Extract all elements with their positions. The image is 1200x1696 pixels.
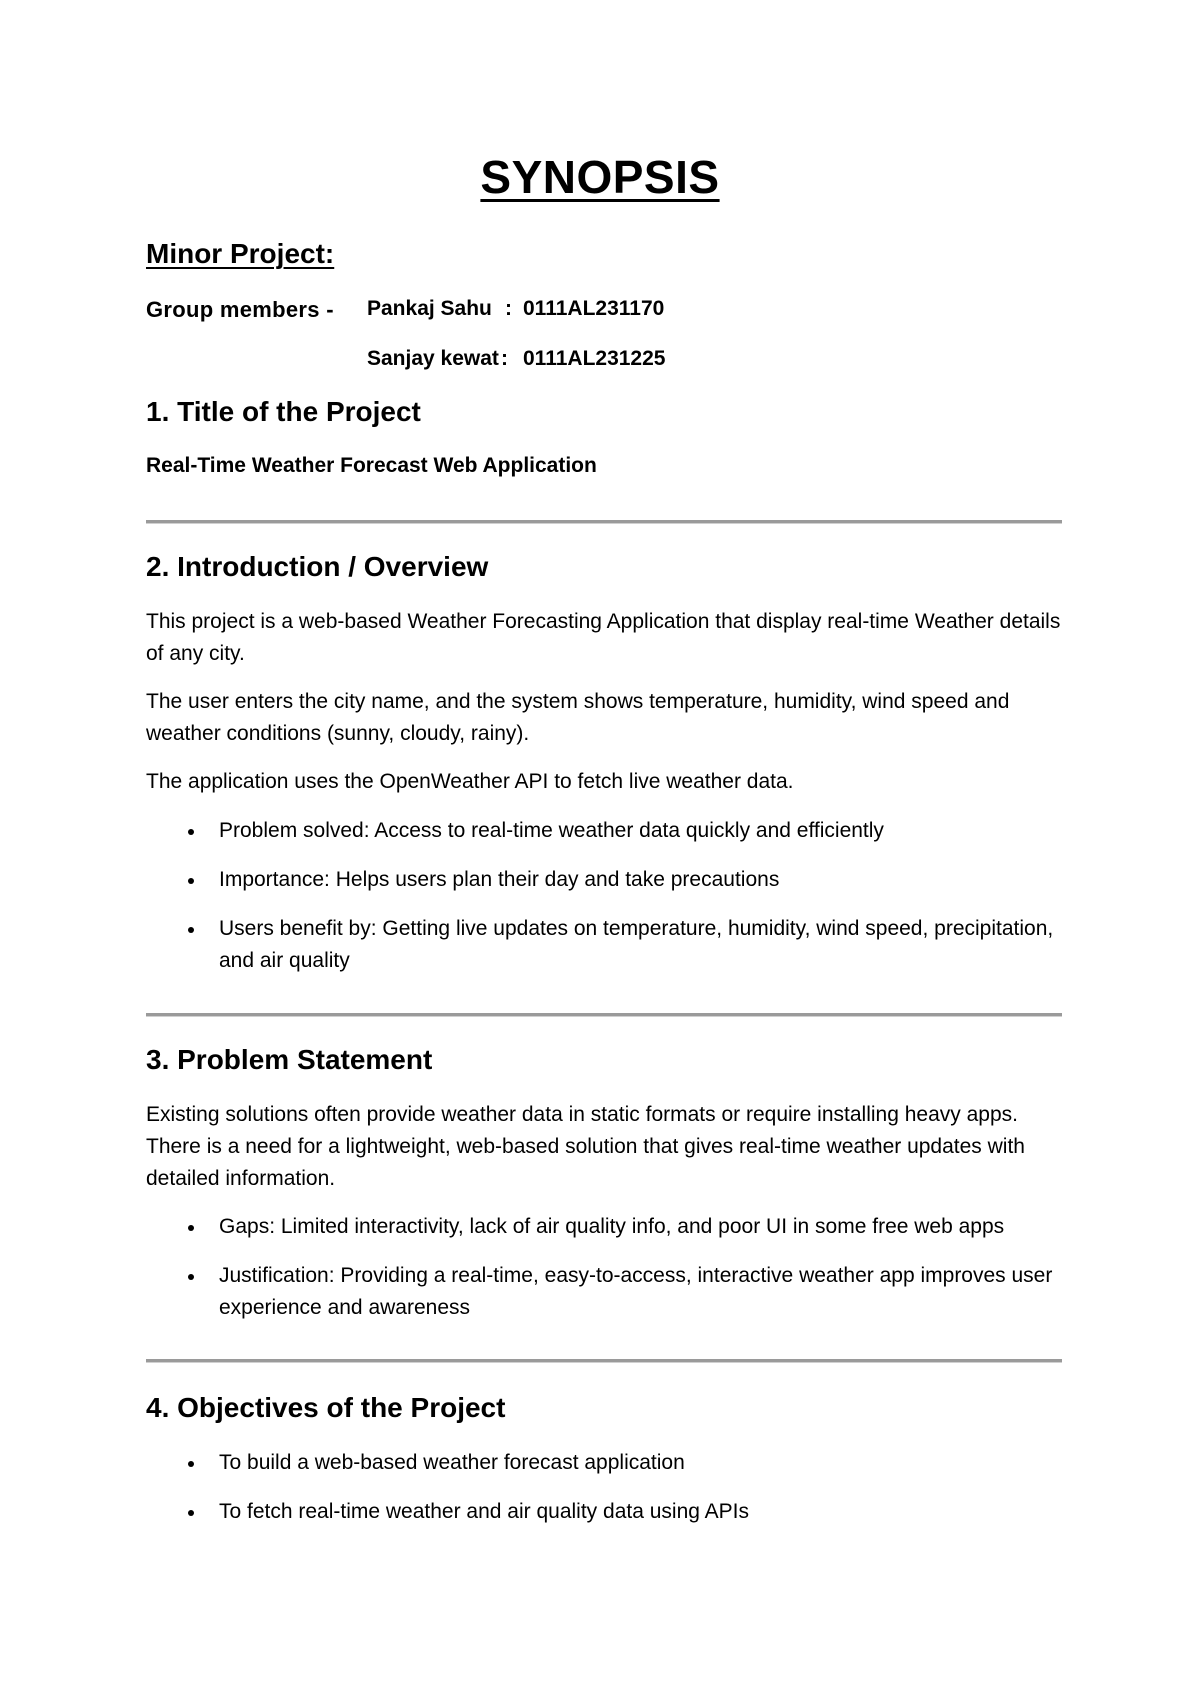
- intro-paragraph: The application uses the OpenWeather API to fetch live weather data.: [146, 770, 794, 793]
- bullet-icon: [188, 927, 194, 933]
- section-heading-objectives: 4. Objectives of the Project: [146, 1392, 506, 1423]
- problem-bullet-item: Justification: Providing a real-time, easy-to-access, interactive weather app improves user experience and awareness: [219, 1264, 1053, 1319]
- intro-bullet-item: Problem solved: Access to real-time weather data quickly and efficiently: [219, 819, 884, 842]
- intro-bullet-item: Users benefit by: Getting live updates on temperature, humidity, wind speed, precipitation, and air quality: [219, 917, 1054, 972]
- intro-paragraph: The user enters the city name, and the system shows temperature, humidity, wind speed and weather conditions (sunny, cloudy, rainy).: [146, 690, 1010, 745]
- section-heading-introduction: 2. Introduction / Overview: [146, 551, 489, 582]
- problem-bullet-item: Gaps: Limited interactivity, lack of air quality info, and poor UI in some free web apps: [219, 1215, 1005, 1238]
- member-enrollment-id: 0111AL231225: [523, 347, 666, 370]
- objective-bullet-item: To build a web-based weather forecast application: [219, 1451, 685, 1474]
- section-divider: [146, 1359, 1062, 1363]
- member-name: Pankaj Sahu: [367, 297, 492, 320]
- objective-bullet-item: To fetch real-time weather and air quality data using APIs: [219, 1500, 749, 1523]
- bullet-icon: [188, 1461, 194, 1467]
- project-title-text: Real-Time Weather Forecast Web Application: [146, 454, 597, 477]
- bullet-icon: [188, 1274, 194, 1280]
- problem-paragraph: Existing solutions often provide weather data in static formats or require installing heavy apps. There is a need for a lightweight, web-based solution that gives real-time weather updates with detailed information.: [146, 1103, 1025, 1190]
- section-heading-problem: 3. Problem Statement: [146, 1044, 433, 1075]
- section-divider: [146, 1013, 1062, 1017]
- bullet-icon: [188, 878, 194, 884]
- section-heading-title: 1. Title of the Project: [146, 396, 421, 427]
- member-separator: :: [501, 347, 508, 370]
- bullet-icon: [188, 829, 194, 835]
- bullet-icon: [188, 1510, 194, 1516]
- group-members-label: Group members -: [146, 297, 334, 322]
- member-name: Sanjay kewat: [367, 347, 499, 370]
- document-title: SYNOPSIS: [480, 151, 720, 203]
- member-separator: :: [505, 297, 512, 320]
- bullet-icon: [188, 1225, 194, 1231]
- member-enrollment-id: 0111AL231170: [523, 297, 665, 320]
- section-divider: [146, 520, 1062, 524]
- intro-paragraph: This project is a web-based Weather Forecasting Application that display real-time Weather details of any city.: [146, 610, 1061, 665]
- intro-bullet-item: Importance: Helps users plan their day and take precautions: [219, 868, 780, 891]
- project-type-heading: Minor Project:: [146, 238, 335, 269]
